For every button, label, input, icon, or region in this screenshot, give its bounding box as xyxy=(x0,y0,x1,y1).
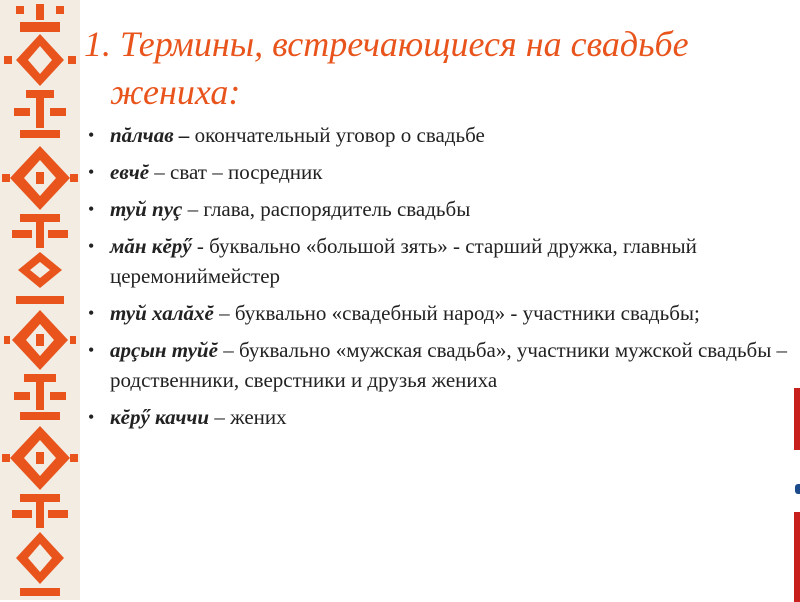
slide-title-line2: жениха: xyxy=(110,72,241,112)
red-edge-bar xyxy=(794,388,800,450)
bullet-icon: • xyxy=(88,407,95,427)
list-item xyxy=(88,194,788,224)
list-item xyxy=(88,157,788,187)
bullet-icon: • xyxy=(88,236,95,256)
list-item xyxy=(88,298,788,328)
definition: – жених xyxy=(209,405,287,429)
slide-title xyxy=(84,20,784,116)
blue-edge-mark xyxy=(795,484,800,494)
right-edge-decoration xyxy=(794,388,800,600)
list-item xyxy=(88,402,788,432)
red-edge-bar xyxy=(794,512,800,602)
bullet-icon: • xyxy=(88,162,95,182)
definition: – глава, распорядитель свадьбы xyxy=(182,197,471,221)
term: евчĕ xyxy=(110,160,150,184)
list-item xyxy=(88,120,788,150)
terms-list xyxy=(88,120,788,439)
list-item xyxy=(88,335,788,395)
definition: окончательный уговор о свадьбе xyxy=(189,123,485,147)
definition: – буквально «свадебный народ» - участники свадьбы; xyxy=(213,301,700,325)
term: кĕрӳ каччи xyxy=(110,405,210,429)
definition: – сват – посредник xyxy=(149,160,323,184)
bullet-icon: • xyxy=(88,125,95,145)
bullet-icon: • xyxy=(88,340,95,360)
term: мăн кĕрӳ xyxy=(110,234,192,258)
slide-title-line1: 1. Термины, встречающиеся на свадьбе xyxy=(84,24,689,64)
term: туй халăхĕ xyxy=(110,301,214,325)
list-item xyxy=(88,231,788,291)
chuvash-ornament-icon xyxy=(0,0,80,600)
term: арçын туйĕ xyxy=(110,338,218,362)
term: туй пуç xyxy=(110,197,183,221)
ornament-strip xyxy=(0,0,80,600)
bullet-icon: • xyxy=(88,199,95,219)
definition: - буквально «большой зять» - старший дружка, главный церемониймейстер xyxy=(110,234,697,288)
term: пăлчав – xyxy=(110,123,190,147)
definition: – буквально «мужская свадьба», участники мужской свадьбы – родственники, сверстники и друзья жениха xyxy=(110,338,788,392)
bullet-icon: • xyxy=(88,303,95,323)
